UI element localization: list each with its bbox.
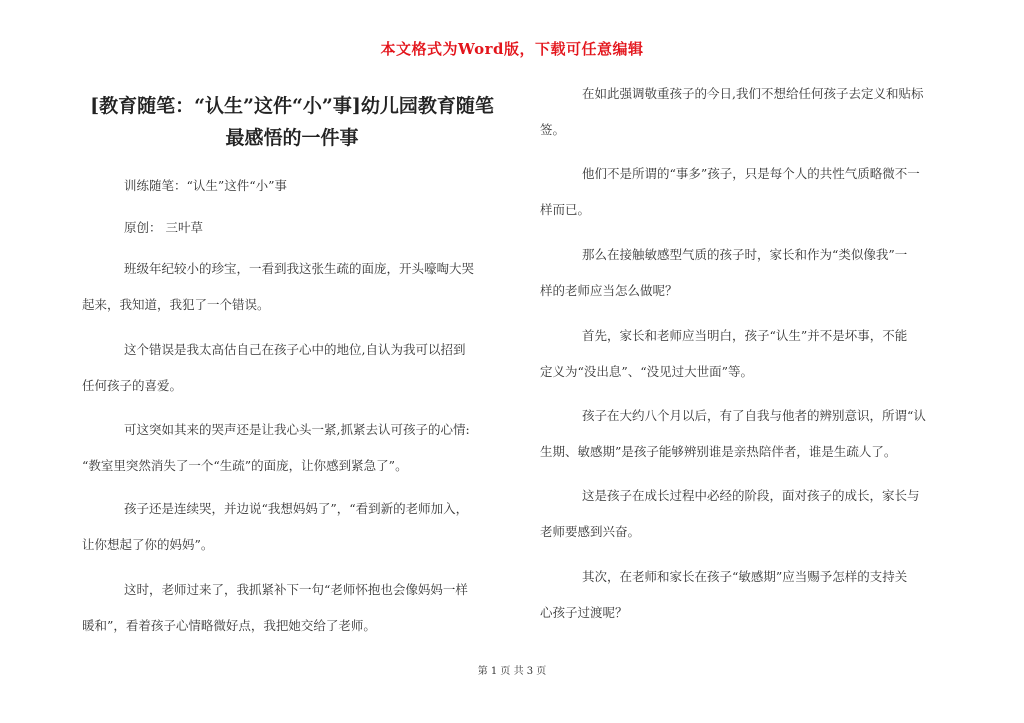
paragraph (82, 491, 502, 563)
paragraph-line: 任何孩子的喜爱。 (82, 378, 183, 393)
page-title (82, 90, 502, 154)
paragraph (540, 237, 960, 309)
paragraph-line: 可这突如其来的哭声还是让我心头一紧,抓紧去认可孩子的心情: (124, 422, 470, 437)
title-line-1: [教育随笔：“认生”这件“小”事]幼儿园教育随笔 (90, 95, 494, 117)
paragraph-line: 这是孩子在成长过程中必经的阶段，面对孩子的成长，家长与 (582, 488, 920, 503)
title-line-2: 最感悟的一件事 (225, 127, 359, 149)
paragraph (540, 559, 960, 631)
paragraph-line: 起来，我知道，我犯了一个错误。 (82, 297, 270, 312)
paragraph-line: “教室里突然消失了一个“生疏”的面庞，让你感到紧急了”。 (82, 458, 408, 473)
paragraph-line: 孩子在大约八个月以后，有了自我与他者的辨别意识，所谓“认 (582, 408, 926, 423)
paragraph-line: 原创： 三叶草 (124, 220, 203, 235)
paragraph-line: 这个错误是我太高估自己在孩子心中的地位,自认为我可以招到 (124, 342, 466, 357)
paragraph-line: 其次，在老师和家长在孩子“敏感期”应当赐予怎样的支持关 (582, 569, 908, 584)
paragraph-line: 老师要感到兴奋。 (540, 524, 641, 539)
paragraph-line: 定义为“没出息”、“没见过大世面”等。 (540, 364, 754, 379)
paragraph-line: 在如此强调敬重孩子的今日,我们不想给任何孩子去定义和贴标 (582, 86, 924, 101)
paragraph (540, 76, 960, 148)
download-banner: 本文格式为Word版，下载可任意编辑 (380, 40, 644, 58)
paragraph (82, 251, 502, 323)
paragraph-line: 生期、敏感期”是孩子能够辨别谁是亲热陪伴者，谁是生疏人了。 (540, 444, 897, 459)
paragraph-line: 让你想起了你的妈妈”。 (82, 537, 214, 552)
paragraph-line: 这时，老师过来了，我抓紧补下一句“老师怀抱也会像妈妈一样 (124, 582, 468, 597)
paragraph-line: 心孩子过渡呢？ (540, 605, 628, 620)
paragraph-line: 孩子还是连续哭，并边说“我想妈妈了”，“看到新的老师加入， (124, 501, 469, 516)
paragraph-line: 班级年纪较小的珍宝，一看到我这张生疏的面庞，开头嚎啕大哭 (124, 261, 475, 276)
paragraph (82, 168, 502, 204)
paragraph (82, 572, 502, 644)
paragraph (82, 412, 502, 484)
paragraph-line: 样而已。 (540, 202, 591, 217)
paragraph-line: 那么在接触敏感型气质的孩子时，家长和作为“类似像我”一 (582, 247, 908, 262)
paragraph (540, 478, 960, 550)
paragraph (82, 332, 502, 404)
paragraph-line: 暖和”，看着孩子心情略微好点，我把她交给了老师。 (82, 618, 376, 633)
paragraph (540, 156, 960, 228)
paragraph-line: 样的老师应当怎么做呢？ (540, 283, 678, 298)
paragraph-line: 他们不是所谓的“事多”孩子，只是每个人的共性气质略微不一 (582, 166, 920, 181)
paragraph-line: 首先，家长和老师应当明白，孩子“认生”并不是坏事，不能 (582, 328, 908, 343)
paragraph (540, 318, 960, 390)
paragraph (540, 398, 960, 470)
page-number: 第 1 页 共 3 页 (477, 666, 547, 677)
paragraph-line: 训练随笔：“认生”这件“小”事 (124, 178, 288, 193)
paragraph-line: 签。 (540, 122, 566, 137)
paragraph (82, 210, 502, 246)
